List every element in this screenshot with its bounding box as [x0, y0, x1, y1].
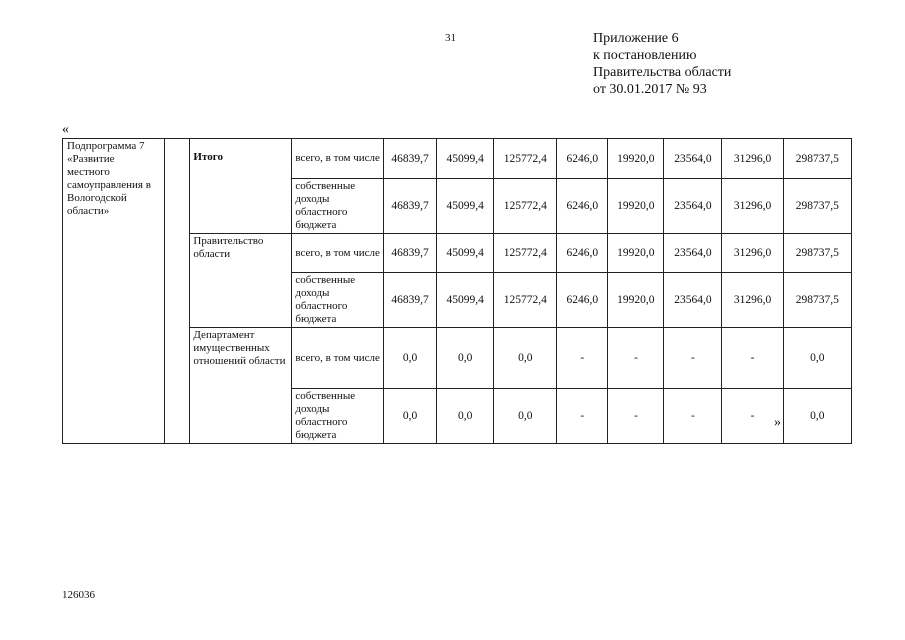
value-cell: - — [664, 389, 722, 444]
value-cell: - — [557, 328, 608, 389]
value-cell: - — [557, 389, 608, 444]
executor-cell: Правительство области — [190, 234, 292, 328]
funding-source-cell: собственные доходы областного бюджета — [292, 389, 384, 444]
value-cell: 6246,0 — [557, 179, 608, 234]
value-cell: 46839,7 — [384, 273, 437, 328]
total-value-cell: 0,0 — [783, 389, 851, 444]
total-value-cell: 298737,5 — [783, 179, 851, 234]
value-cell: 125772,4 — [494, 139, 557, 179]
value-cell: 31296,0 — [722, 234, 783, 273]
budget-table — [62, 138, 852, 444]
value-cell: - — [722, 389, 783, 444]
value-cell: 19920,0 — [608, 234, 664, 273]
value-cell: - — [664, 328, 722, 389]
value-cell: 125772,4 — [494, 234, 557, 273]
page-number: 31 — [445, 32, 456, 44]
value-cell: 23564,0 — [664, 179, 722, 234]
value-cell: 31296,0 — [722, 139, 783, 179]
funding-source-cell: всего, в том числе — [292, 234, 384, 273]
total-value-cell: 298737,5 — [783, 139, 851, 179]
blank-column-cell — [164, 139, 189, 444]
value-cell: 125772,4 — [494, 179, 557, 234]
executor-cell: Итого — [190, 139, 292, 234]
value-cell: - — [608, 328, 664, 389]
value-cell: 0,0 — [384, 389, 437, 444]
value-cell: 125772,4 — [494, 273, 557, 328]
executor-cell: Департамент имущественных отношений области — [190, 328, 292, 444]
total-value-cell: 298737,5 — [783, 273, 851, 328]
value-cell: 31296,0 — [722, 273, 783, 328]
table-row — [63, 139, 852, 179]
value-cell: 45099,4 — [437, 139, 494, 179]
value-cell: 46839,7 — [384, 179, 437, 234]
appendix-line: Приложение 6 — [593, 31, 679, 46]
appendix-line: к постановлению — [593, 48, 697, 63]
value-cell: 23564,0 — [664, 273, 722, 328]
value-cell: 45099,4 — [437, 234, 494, 273]
value-cell: 0,0 — [437, 389, 494, 444]
appendix-line: Правительства области — [593, 65, 732, 80]
value-cell: 6246,0 — [557, 234, 608, 273]
appendix-header — [593, 30, 731, 98]
value-cell: 6246,0 — [557, 273, 608, 328]
value-cell: 19920,0 — [608, 139, 664, 179]
value-cell: 6246,0 — [557, 139, 608, 179]
value-cell: 45099,4 — [437, 273, 494, 328]
value-cell: 0,0 — [494, 389, 557, 444]
value-cell: 19920,0 — [608, 273, 664, 328]
funding-source-cell: собственные доходы областного бюджета — [292, 273, 384, 328]
total-value-cell: 0,0 — [783, 328, 851, 389]
value-cell: 23564,0 — [664, 234, 722, 273]
value-cell: 46839,7 — [384, 139, 437, 179]
value-cell: 0,0 — [494, 328, 557, 389]
funding-source-cell: всего, в том числе — [292, 328, 384, 389]
value-cell: 0,0 — [437, 328, 494, 389]
closing-quote: » — [774, 415, 781, 430]
value-cell: 19920,0 — [608, 179, 664, 234]
funding-source-cell: собственные доходы областного бюджета — [292, 179, 384, 234]
value-cell: - — [722, 328, 783, 389]
document-code: 126036 — [62, 589, 95, 601]
value-cell: 46839,7 — [384, 234, 437, 273]
subprogram-cell: Подпрограмма 7 «Развитие местного самоуправления в Вологодской области» — [63, 139, 165, 444]
funding-source-cell: всего, в том числе — [292, 139, 384, 179]
value-cell: 23564,0 — [664, 139, 722, 179]
value-cell: 45099,4 — [437, 179, 494, 234]
opening-quote: « — [62, 122, 69, 137]
value-cell: 31296,0 — [722, 179, 783, 234]
total-value-cell: 298737,5 — [783, 234, 851, 273]
value-cell: 0,0 — [384, 328, 437, 389]
appendix-line: от 30.01.2017 № 93 — [593, 82, 707, 97]
value-cell: - — [608, 389, 664, 444]
